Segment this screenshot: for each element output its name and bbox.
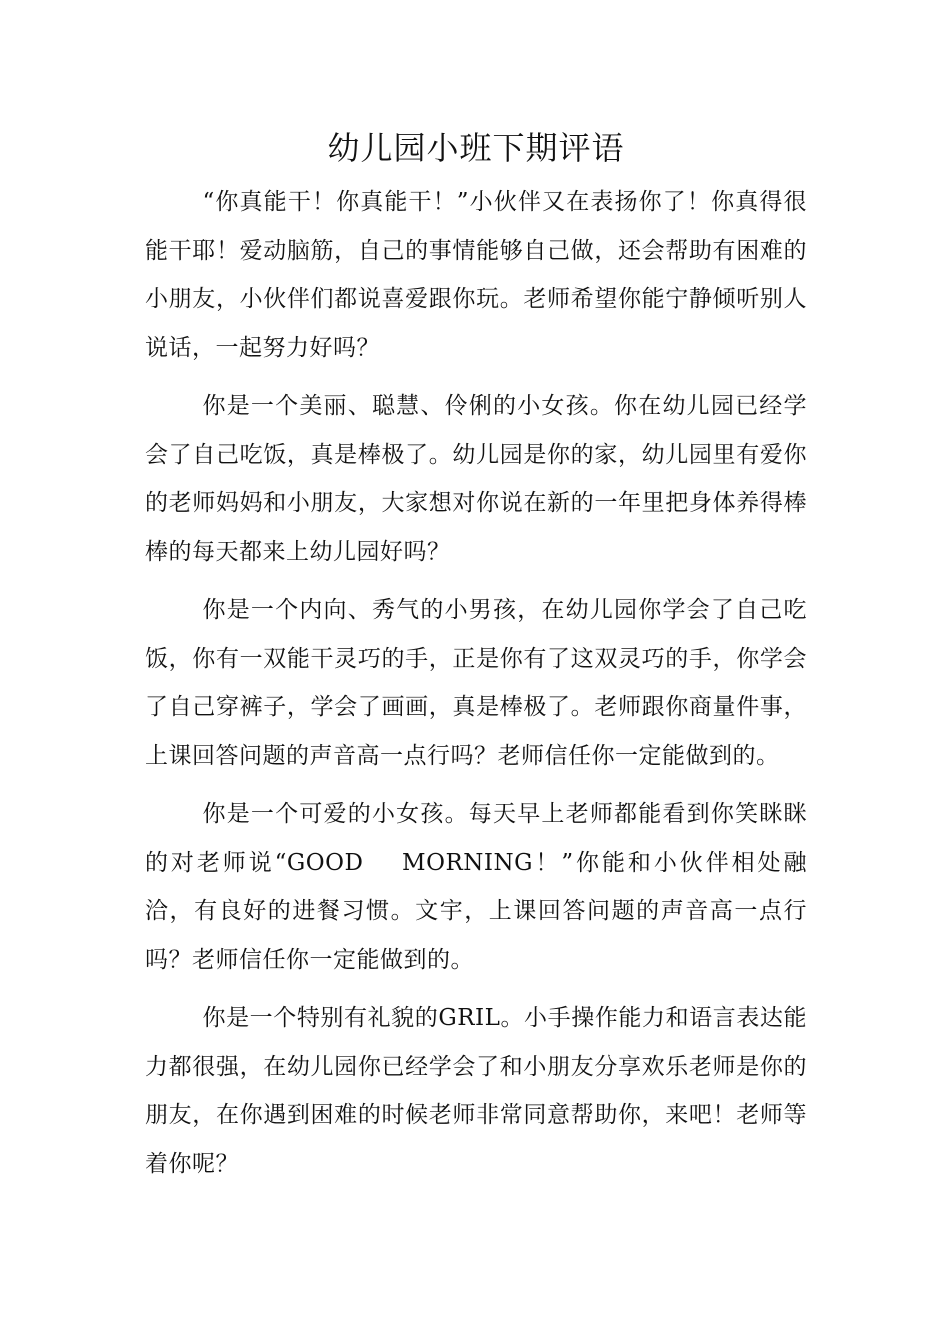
paragraph-3: 你是一个内向、秀气的小男孩，在幼儿园你学会了自己吃饭，你有一双能干灵巧的手，正是你有了这双灵巧的手，你学会了自己穿裤子，学会了画画，真是棒极了。老师跟你商量件事，上课回答问题的声音高一点行吗？老师信任你一定能做到的。 (145, 597, 807, 769)
document-title: 幼儿园小班下期评语 (327, 129, 625, 167)
paragraph-2: 你是一个美丽、聪慧、伶俐的小女孩。你在幼儿园已经学会了自己吃饭，真是棒极了。幼儿园是你的家，幼儿园里有爱你的老师妈妈和小朋友，大家想对你说在新的一年里把身体养得棒棒的每天都来上幼儿园好吗？ (145, 393, 807, 565)
paragraph-4: 你是一个可爱的小女孩。每天早上老师都能看到你笑眯眯的对老师说“GOOD MORNING！”你能和小伙伴相处融洽，有良好的进餐习惯。文宇，上课回答问题的声音高一点行吗？老师信任你一定能做到的。 (145, 801, 807, 973)
paragraph-5: 你是一个特别有礼貌的GRIL。小手操作能力和语言表达能力都很强，在幼儿园你已经学会了和小朋友分享欢乐老师是你的朋友，在你遇到困难的时候老师非常同意帮助你，来吧！老师等着你呢？ (145, 1005, 807, 1177)
document-page (145, 118, 807, 1198)
paragraph-1: “你真能干！你真能干！”小伙伴又在表扬你了！你真得很能干耶！爱动脑筋，自己的事情能够自己做，还会帮助有困难的小朋友，小伙伴们都说喜爱跟你玩。老师希望你能宁静倾听别人说话，一起努力好吗？ (145, 189, 807, 361)
